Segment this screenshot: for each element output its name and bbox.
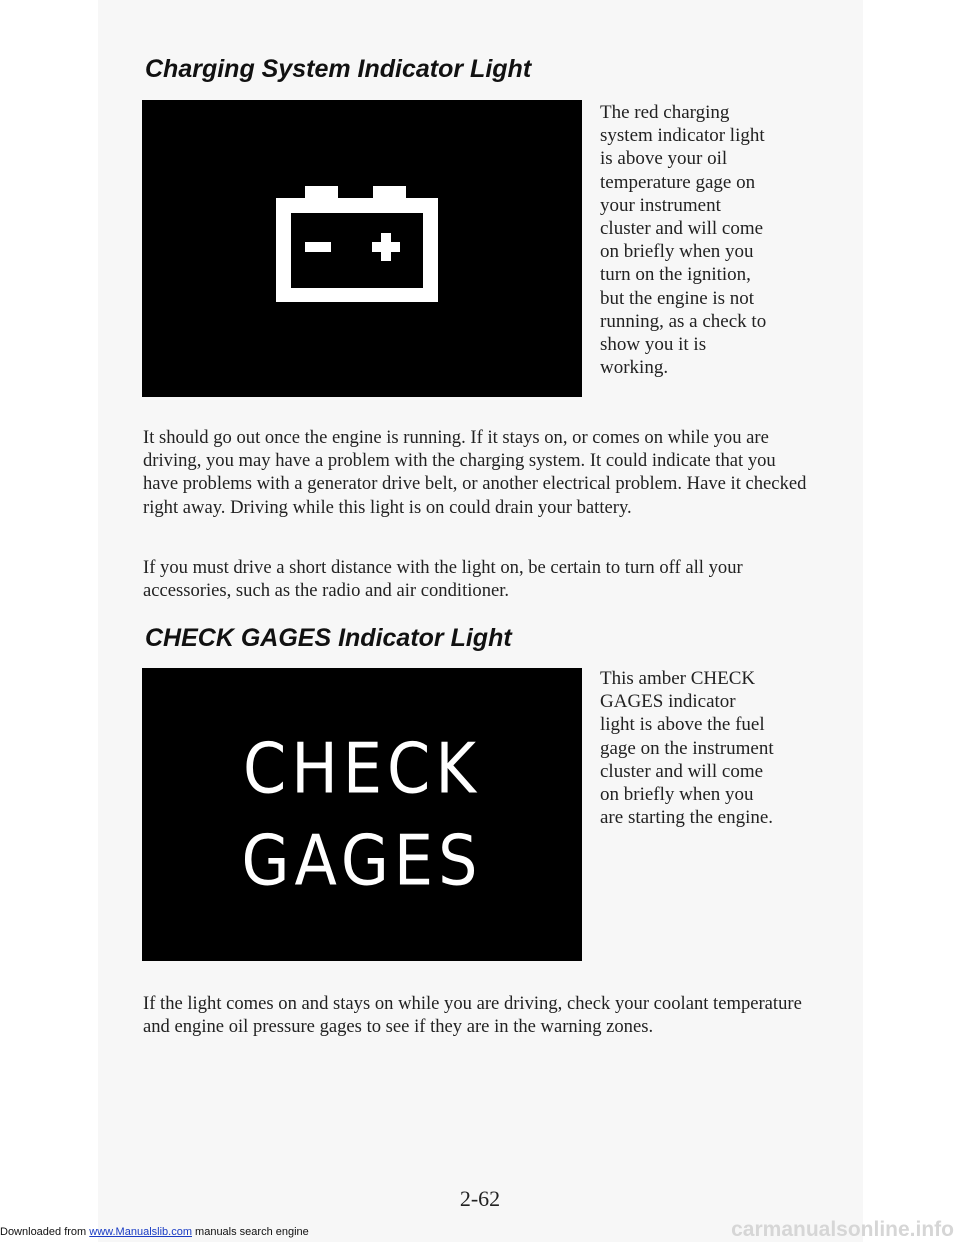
side-line: is above your oil (600, 148, 728, 170)
side-line: show you it is (600, 334, 707, 356)
side-line: light is above the fuel (600, 714, 765, 736)
side-line: temperature gage on (600, 171, 756, 193)
side-line: GAGES indicator (600, 691, 736, 713)
battery-icon (142, 100, 582, 397)
check-gages-side-text (600, 667, 810, 829)
side-line: your instrument (600, 194, 721, 216)
page-number: 2-62 (459, 1186, 501, 1211)
side-line: working. (600, 357, 669, 379)
side-line: turn on the ignition, (600, 264, 751, 286)
footer-download-note (0, 1226, 309, 1238)
check-gages-panel (142, 668, 582, 961)
charging-paragraph-1: It should go out once the engine is running. If it stays on, or comes on while you are driving, you may have a problem with the charging system. It could indicate that you have problems with a generator drive belt, or another electrical problem. Have it checked right away. Driving while this light is on could drain your battery. (143, 427, 807, 518)
side-line: The red charging (600, 102, 730, 123)
heading-charging-system: Charging System Indicator Light (145, 55, 532, 83)
check-gages-paragraph: If the light comes on and stays on while you are driving, check your coolant temperature and engine oil pressure gages to see if they are in the warning zones. (143, 993, 802, 1038)
side-line: system indicator light (600, 125, 765, 147)
footer-prefix: Downloaded from (0, 1226, 90, 1238)
charging-indicator-panel (142, 100, 582, 397)
charging-side-text (600, 101, 800, 379)
footer-suffix: manuals search engine (191, 1226, 309, 1238)
side-line: gage on the instrument (600, 737, 774, 759)
watermark: carmanualsonline.info (731, 1218, 954, 1241)
side-line: cluster and will come (600, 218, 764, 240)
side-line: cluster and will come (600, 760, 764, 782)
gages-line: GAGES (241, 818, 483, 901)
manualslib-link[interactable]: www.Manualslib.com (89, 1226, 192, 1238)
side-line: on briefly when you (600, 784, 754, 806)
side-line: This amber CHECK (600, 668, 756, 689)
check-gages-symbol (142, 650, 582, 978)
side-line: on briefly when you (600, 241, 754, 263)
side-line: running, as a check to (600, 310, 767, 332)
check-line: CHECK (242, 727, 482, 809)
heading-check-gages: CHECK GAGES Indicator Light (145, 624, 512, 652)
charging-paragraph-2: If you must drive a short distance with the light on, be certain to turn off all your accessories, such as the radio and air conditioner. (143, 557, 743, 602)
side-line: are starting the engine. (600, 807, 774, 829)
side-line: but the engine is not (600, 287, 755, 309)
